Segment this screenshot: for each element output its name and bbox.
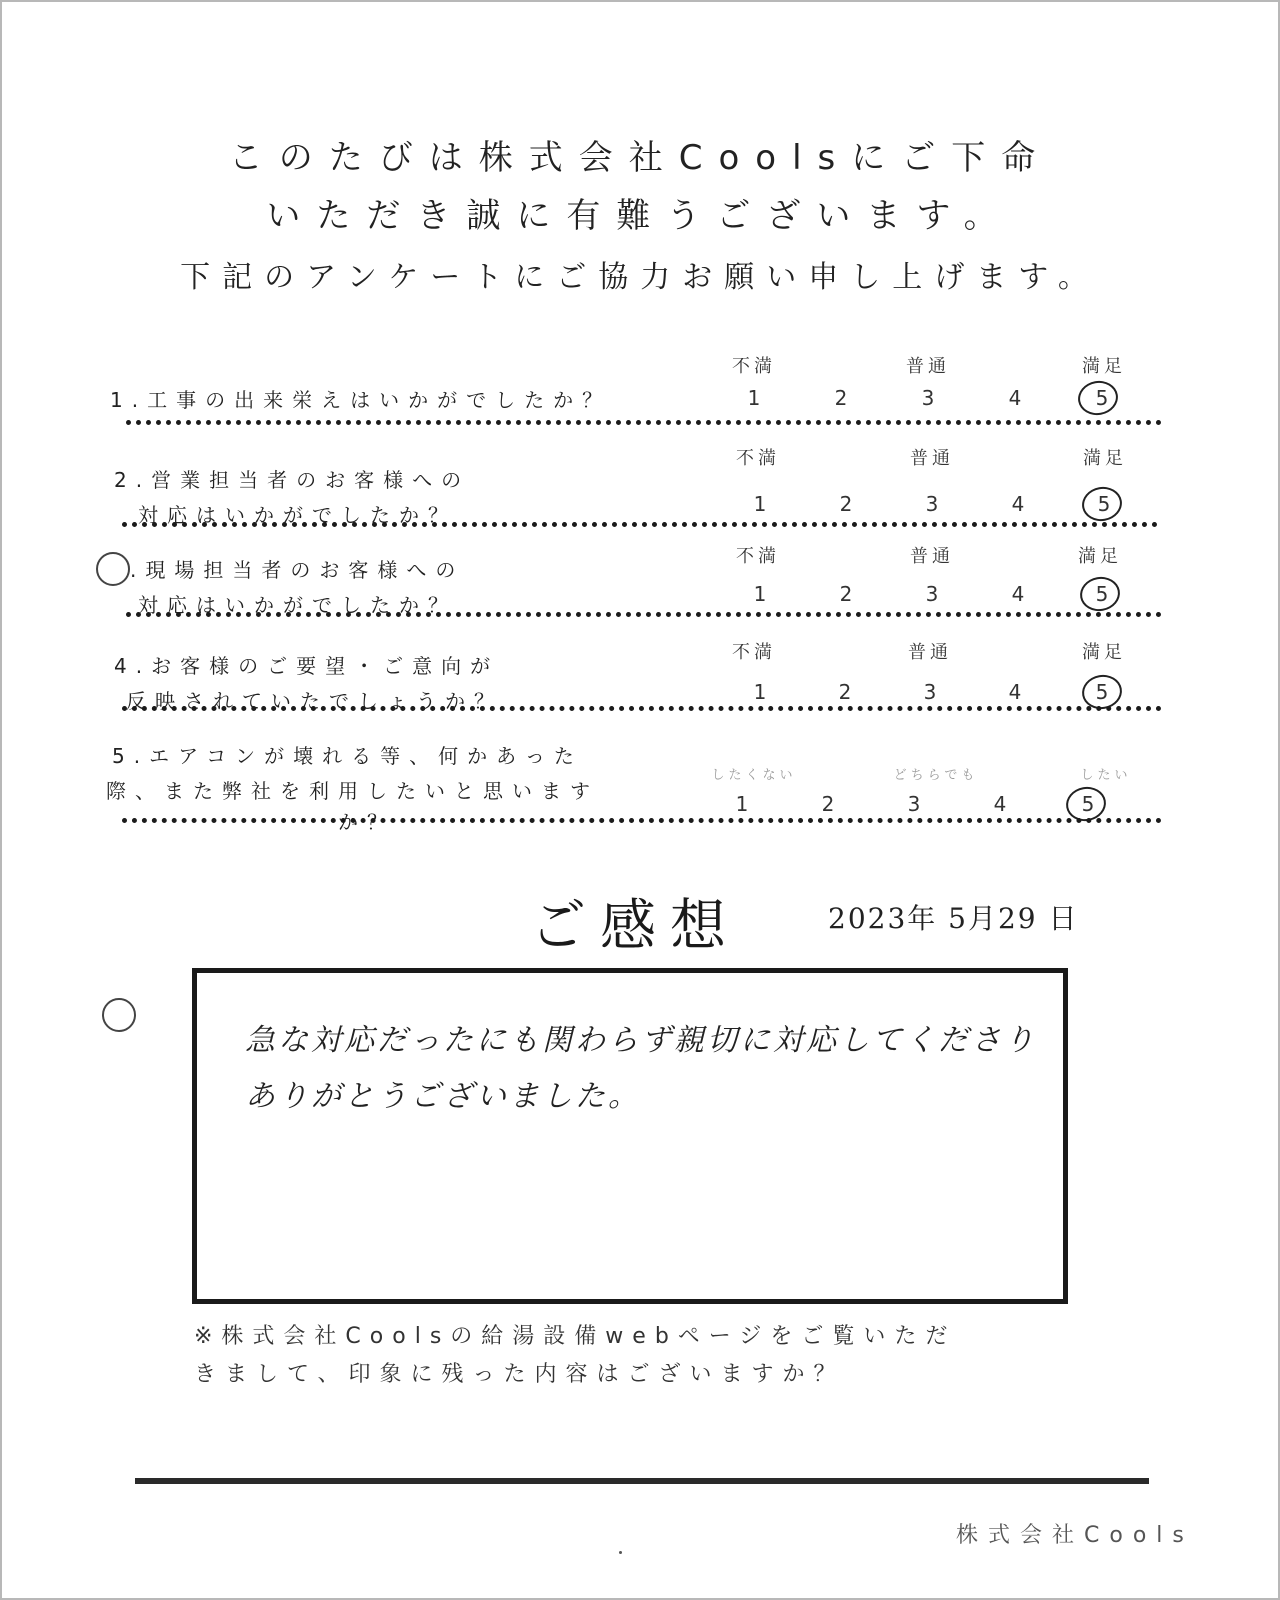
question-text <box>130 554 464 618</box>
note-line-2: きまして、印象に残った内容はございますか？ <box>194 1362 845 1387</box>
rating-4[interactable]: 4 <box>1011 492 1025 516</box>
rating-2[interactable]: 2 <box>834 386 848 410</box>
rating-2[interactable]: 2 <box>839 582 853 606</box>
rating-5[interactable]: 5 <box>1095 386 1109 410</box>
survey-date: 2023年 5月29 日 <box>828 902 1079 935</box>
comment-text <box>245 1013 1037 1125</box>
note-line-1: ※株式会社Coolsの給湯設備webページをご覧いただ <box>194 1324 957 1349</box>
label-satisfied: 満足 <box>1082 356 1126 377</box>
webpage-note <box>194 1318 956 1394</box>
rating-1[interactable]: 1 <box>753 582 767 606</box>
rating-3[interactable]: 3 <box>925 582 939 606</box>
header-line-1: このたびは株式会社Coolsにご下命 <box>228 138 1052 178</box>
label-neutral: 普通 <box>906 356 950 377</box>
question-line-3: か？ <box>338 810 396 834</box>
scan-speck <box>619 1551 622 1554</box>
rating-2[interactable]: 2 <box>821 792 835 816</box>
rating-1[interactable]: 1 <box>747 386 761 410</box>
rating-4[interactable]: 4 <box>1011 582 1025 606</box>
label-neutral: 普通 <box>908 642 952 663</box>
rating-5[interactable]: 5 <box>1097 492 1111 516</box>
rating-4[interactable]: 4 <box>1008 680 1022 704</box>
rating-1[interactable]: 1 <box>753 680 767 704</box>
impressions-title: ご感想 <box>530 894 740 959</box>
label-neutral: 普通 <box>910 448 954 469</box>
rating-5[interactable]: 5 <box>1081 792 1095 816</box>
label-would-not: したくない <box>711 768 797 783</box>
label-neutral: 普通 <box>910 546 954 567</box>
question-line-1: 5.エアコンが壊れる等、何かあった <box>112 744 583 768</box>
label-either: どちらでも <box>893 768 979 783</box>
selected-circle <box>1079 484 1124 524</box>
punch-hole-mark <box>102 998 136 1032</box>
label-dissatisfied: 不満 <box>732 642 776 663</box>
label-dissatisfied: 不満 <box>736 546 780 567</box>
question-line-1: .現場担当者のお客様への <box>130 558 465 582</box>
question-line-1: 2.営業担当者のお客様への <box>114 468 471 492</box>
label-dissatisfied: 不満 <box>736 448 780 469</box>
rating-4[interactable]: 4 <box>1008 386 1022 410</box>
question-line-2: 対応はいかがでしたか？ <box>138 593 457 617</box>
question-line-1: 1.工事の出来栄えはいかがでしたか？ <box>110 388 612 412</box>
header-line-3: 下記のアンケートにご協力お願い申し上げます。 <box>180 260 1100 295</box>
label-satisfied: 満足 <box>1083 448 1127 469</box>
company-name: 株式会社Cools <box>956 1523 1194 1548</box>
rating-2[interactable]: 2 <box>838 680 852 704</box>
rating-2[interactable]: 2 <box>839 492 853 516</box>
label-would: したい <box>1080 768 1132 783</box>
rating-3[interactable]: 3 <box>907 792 921 816</box>
comment-line-2: ありがとうございました。 <box>245 1079 641 1114</box>
dotted-rule <box>122 818 1162 823</box>
dotted-rule <box>122 706 1162 711</box>
rating-4[interactable]: 4 <box>993 792 1007 816</box>
rating-5[interactable]: 5 <box>1095 680 1109 704</box>
rating-1[interactable]: 1 <box>735 792 749 816</box>
dotted-rule <box>122 522 1158 527</box>
selected-circle <box>1075 378 1120 418</box>
rating-3[interactable]: 3 <box>923 680 937 704</box>
selected-circle <box>1077 574 1122 614</box>
question-text <box>114 650 503 714</box>
header-line-2: いただき誠に有難うございます。 <box>266 196 1014 236</box>
rating-1[interactable]: 1 <box>753 492 767 516</box>
dotted-rule <box>126 420 1162 425</box>
question-line-2: 際、また弊社を利用したいと思います <box>106 779 599 803</box>
question-line-1: 4.お客様のご要望・ご意向が <box>114 654 500 678</box>
rating-3[interactable]: 3 <box>925 492 939 516</box>
comment-box[interactable] <box>192 968 1068 1304</box>
answer-line[interactable] <box>135 1478 1149 1484</box>
label-satisfied: 満足 <box>1082 642 1126 663</box>
label-dissatisfied: 不満 <box>732 356 776 377</box>
question-text <box>114 464 470 528</box>
rating-5[interactable]: 5 <box>1095 582 1109 606</box>
punch-hole-mark <box>96 552 130 586</box>
question-text <box>110 384 611 413</box>
label-satisfied: 満足 <box>1078 546 1122 567</box>
rating-3[interactable]: 3 <box>921 386 935 410</box>
question-line-2: 対応はいかがでしたか？ <box>138 503 457 527</box>
comment-line-1: 急な対応だったにも関わらず親切に対応してくださり <box>245 1023 1037 1058</box>
question-line-2: 反映されていたでしょうか？ <box>126 689 503 713</box>
dotted-rule <box>126 612 1162 617</box>
